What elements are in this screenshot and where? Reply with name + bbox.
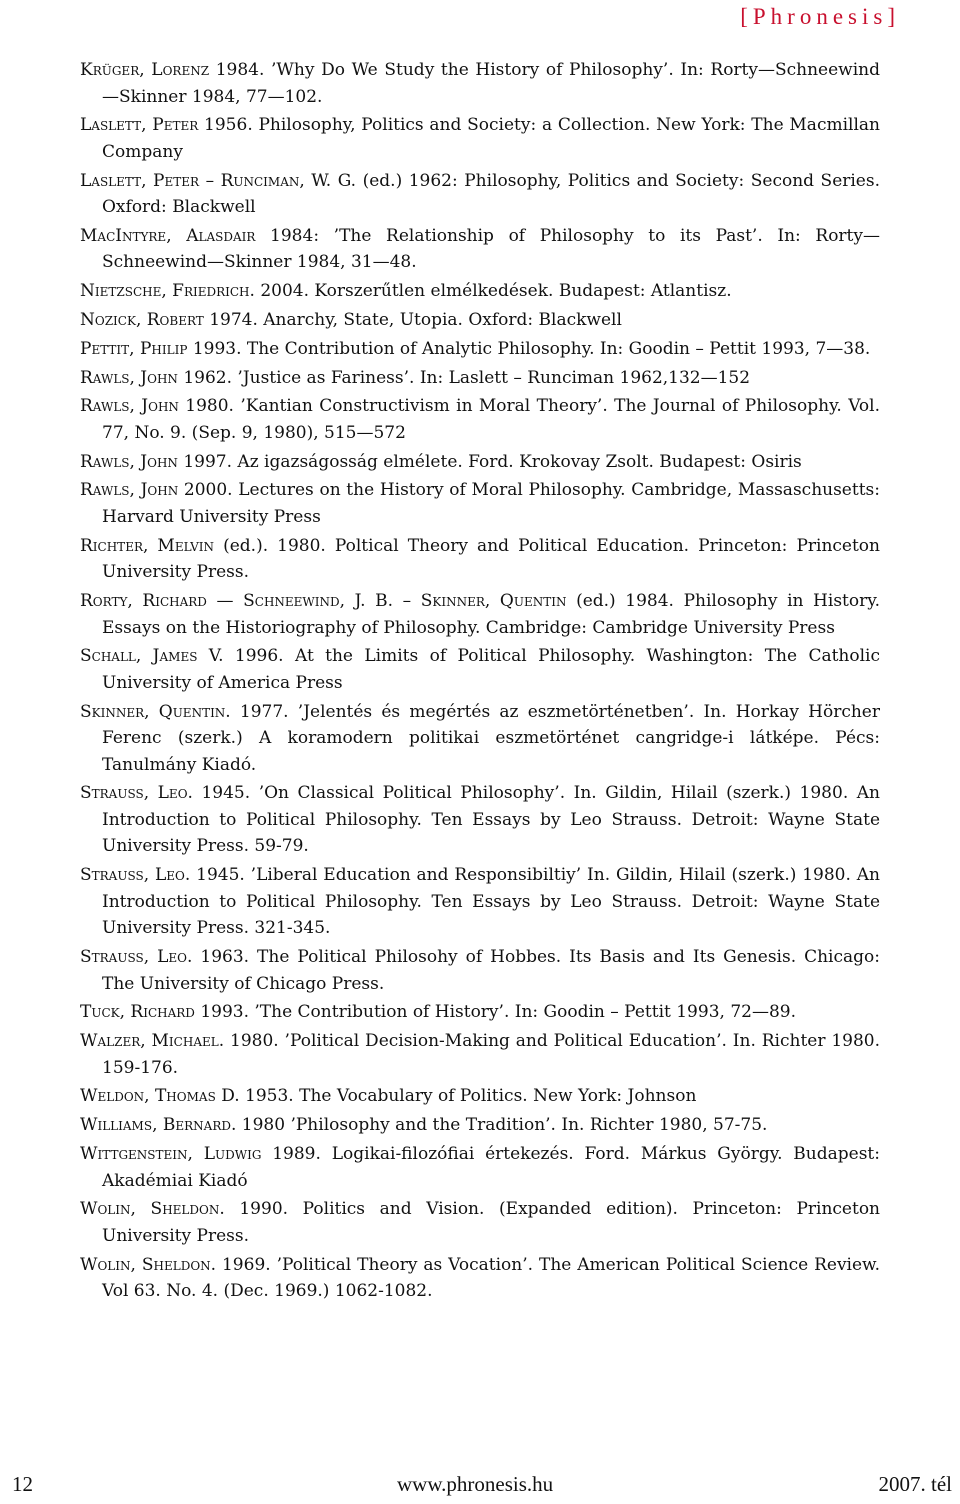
reference-entry [80, 477, 880, 530]
reference-author: Rawls, John [80, 396, 179, 417]
reference-entry [80, 999, 880, 1026]
reference-entry [80, 393, 880, 446]
reference-entry [80, 1028, 880, 1081]
reference-entry [80, 1196, 880, 1249]
reference-text: 2000. Lectures on the History of Moral Philosophy. Cambridge, Massaschusetts: Harvard University Press [102, 480, 880, 527]
reference-author: Richter, Melvin [80, 535, 215, 556]
bibliography-list [80, 57, 880, 1307]
reference-text: (ed.) 1962: Philosophy, Politics and Society: Second Series. Oxford: Blackwell [102, 170, 881, 218]
reference-text: 1989. Logikai-filozófiai értekezés. Ford. Márkus György. Budapest: Akadémiai Kiadó [102, 1144, 880, 1191]
reference-text: 1997. Az igazságosság elmélete. Ford. Krokovay Zsolt. Budapest: Osiris [177, 451, 802, 472]
reference-entry [80, 1112, 880, 1139]
reference-author: Rawls, John [80, 367, 178, 388]
reference-text: 2004. Korszerűtlen elmélkedések. Budapest: Atlantisz. [254, 281, 732, 302]
reference-author: Wittgenstein, Ludwig [80, 1144, 262, 1165]
reference-entry [80, 1252, 880, 1305]
reference-text: 1980. ’Political Decision-Making and Political Education’. In. Richter 1980. 159-176. [102, 1031, 881, 1078]
reference-author: Williams, Bernard. [80, 1115, 237, 1136]
reference-entry [80, 449, 880, 476]
reference-text: 1945. ’On Classical Political Philosophy’. In. Gildin, Hilail (szerk.) 1980. An Introduction to Political Philosophy. Ten Essays by Leo Strauss. Detroit: Wayne State University Press. 59-79. [102, 783, 880, 857]
reference-author: Nozick, Robert [80, 309, 204, 330]
reference-entry [80, 862, 880, 942]
reference-text: 1945. ’Liberal Education and Responsibiltiy’ In. Gildin, Hilail (szerk.) 1980. An Introduction to Political Philosophy. Ten Essays by Leo Strauss. Detroit: Wayne State University Press. 321-345. [102, 865, 880, 939]
journal-header: [Phronesis] [740, 4, 900, 29]
reference-text: 1969. ’Political Theory as Vocation’. The American Political Science Review. Vol 63. No. 4. (Dec. 1969.) 1062-1082. [102, 1254, 880, 1302]
reference-author: Schall, James V. [80, 646, 224, 667]
reference-author: Rawls, John [80, 451, 178, 472]
reference-text: 1977. ’Jelentés és megértés az eszmetörténetben’. In. Horkay Hörcher Ferenc (szerk.) A koramodern politikai eszmetörténet cangridge-i látképe. Pécs: Tanulmány Kiadó. [102, 701, 880, 775]
reference-text: 1996. At the Limits of Political Philosophy. Washington: The Catholic University of America Press [102, 646, 880, 693]
reference-text: 1956. Philosophy, Politics and Society: a Collection. New York: The Macmillan Company [102, 115, 880, 162]
reference-entry [80, 533, 880, 586]
reference-entry [80, 278, 880, 305]
reference-text: 1974. Anarchy, State, Utopia. Oxford: Blackwell [203, 309, 622, 330]
reference-entry [80, 223, 880, 276]
reference-author: Skinner, Quentin. [80, 701, 231, 722]
reference-text: 1993. ’The Contribution of History’. In: Goodin – Pettit 1993, 72—89. [194, 1002, 796, 1023]
website-link[interactable]: www.phronesis.hu [397, 1472, 554, 1496]
issue-label: 2007. tél [878, 1472, 952, 1496]
reference-author: Laslett, Peter – Runciman, W. G. [80, 170, 357, 191]
reference-text: 1980. ’Kantian Constructivism in Moral Theory’. The Journal of Philosophy. Vol. 77, No. 9. (Sep. 9, 1980), 515—572 [102, 396, 880, 443]
reference-entry [80, 57, 880, 110]
reference-text: 1993. The Contribution of Analytic Philosophy. In: Goodin – Pettit 1993, 7—38. [187, 338, 871, 359]
reference-author: Weldon, Thomas D. [80, 1086, 240, 1107]
reference-entry [80, 1083, 880, 1110]
reference-entry [80, 699, 880, 779]
reference-text: 1953. The Vocabulary of Politics. New York: Johnson [239, 1086, 697, 1107]
reference-entry [80, 643, 880, 696]
reference-entry [80, 780, 880, 860]
reference-entry [80, 336, 880, 363]
reference-author: Wolin, Sheldon. [80, 1199, 225, 1220]
reference-text: 1990. Politics and Vision. (Expanded edition). Princeton: Princeton University Press. [102, 1199, 880, 1246]
reference-entry [80, 365, 880, 392]
reference-author: Nietzsche, Friedrich. [80, 281, 255, 302]
reference-text: 1980 ’Philosophy and the Tradition’. In. Richter 1980, 57-75. [236, 1115, 768, 1136]
reference-author: Rorty, Richard — Schneewind, J. B. – Skinner, Quentin [80, 591, 567, 612]
reference-author: Tuck, Richard [80, 1002, 195, 1023]
reference-author: Strauss, Leo. [80, 783, 193, 804]
reference-author: Strauss, Leo. [80, 947, 193, 968]
reference-entry [80, 112, 880, 165]
reference-author: Wolin, Sheldon. [80, 1254, 217, 1275]
reference-text: 1984. ’Why Do We Study the History of Philosophy’. In: Rorty—Schneewind—Skinner 1984, 77—102. [102, 60, 881, 107]
reference-text: (ed.). 1980. Poltical Theory and Political Education. Princeton: Princeton University Press. [102, 535, 880, 583]
reference-author: Walzer, Michael. [80, 1031, 225, 1052]
page-number: 12 [12, 1472, 33, 1496]
reference-author: MacIntyre, Alasdair [80, 225, 256, 246]
reference-entry [80, 1141, 880, 1194]
page-footer [0, 1472, 960, 1500]
reference-author: Krüger, Lorenz [80, 60, 210, 80]
reference-text: (ed.) 1984. Philosophy in History. Essays on the Historiography of Philosophy. Cambridge: Cambridge University Press [102, 591, 880, 638]
reference-author: Rawls, John [80, 480, 179, 501]
reference-entry [80, 168, 880, 221]
reference-author: Laslett, Peter [80, 115, 199, 136]
reference-entry [80, 588, 880, 641]
reference-text: 1984: ’The Relationship of Philosophy to its Past’. In: Rorty—Schneewind—Skinner 1984, 31—48. [102, 225, 880, 273]
reference-author: Strauss, Leo. [80, 865, 191, 886]
reference-text: 1962. ’Justice as Fariness’. In: Laslett – Runciman 1962,132—152 [177, 367, 751, 388]
reference-entry [80, 944, 880, 997]
reference-text: 1963. The Political Philosohy of Hobbes. Its Basis and Its Genesis. Chicago: The University of Chicago Press. [102, 947, 880, 994]
reference-entry [80, 307, 880, 334]
reference-author: Pettit, Philip [80, 338, 188, 359]
